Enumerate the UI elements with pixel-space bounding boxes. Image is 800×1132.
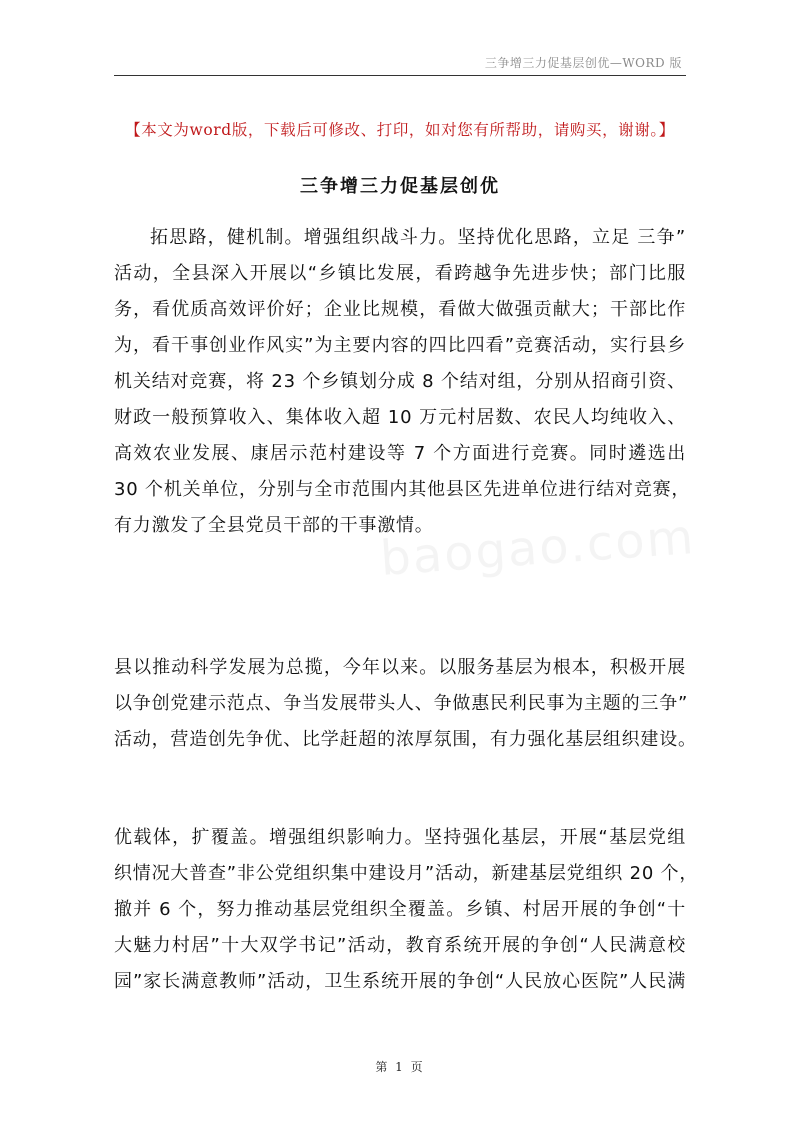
paragraph-line: 优载体，扩覆盖。增强组织影响力。坚持强化基层，开展“基层党组 [114, 827, 686, 848]
header-divider [114, 75, 686, 76]
paragraph-3 [114, 820, 699, 1000]
paragraph-1 [114, 220, 691, 544]
paragraph-line: 有力激发了全县党员干部的干事激情。 [114, 515, 434, 536]
paragraph-line: 撤并 6 个，努力推动基层党组织全覆盖。乡镇、村居开展的争创“十 [114, 899, 686, 920]
paragraph-line: 大魅力村居”十大双学书记”活动，教育系统开展的争创“人民满意校 [114, 935, 686, 956]
paragraph-line: 织情况大普查”非公党组织集中建设月”活动，新建基层党组织 20 个， [114, 863, 699, 884]
paragraph-line: 为，看干事创业作风实”为主要内容的四比四看”竞赛活动，实行县乡 [114, 335, 686, 356]
paragraph-line: 园”家长满意教师”活动，卫生系统开展的争创“人民放心医院”人民满 [114, 971, 686, 992]
paragraph-line: 活动，全县深入开展以“乡镇比发展，看跨越争先进步快；部门比服 [114, 263, 686, 284]
running-header: 三争增三力促基层创优—WORD 版 [484, 56, 682, 70]
paragraph-line: 县以推动科学发展为总揽，今年以来。以服务基层为根本，积极开展 [114, 657, 686, 678]
document-title: 三争增三力促基层创优 [300, 176, 500, 197]
paragraph-line: 机关结对竞赛，将 23 个乡镇划分成 8 个结对组，分别从招商引资、 [114, 371, 686, 392]
paragraph-line: 拓思路，健机制。增强组织战斗力。坚持优化思路，立足 三争” [150, 227, 686, 248]
download-notice: 【本文为word版，下载后可修改、打印，如对您有所帮助，请购买，谢谢。】 [125, 121, 675, 139]
paragraph-line: 务，看优质高效评价好；企业比规模，看做大做强贡献大；干部比作 [114, 299, 686, 320]
paragraph-line: 活动，营造创先争优、比学赶超的浓厚氛围，有力强化基层组织建设。 [114, 729, 697, 750]
paragraph-line: 30 个机关单位，分别与全市范围内其他县区先进单位进行结对竞赛， [114, 479, 691, 500]
paragraph-line: 高效农业发展、康居示范村建设等 7 个方面进行竞赛。同时遴选出 [114, 443, 686, 464]
paragraph-line: 财政一般预算收入、集体收入超 10 万元村居数、农民人均纯收入、 [114, 407, 686, 428]
page-number: 第 1 页 [375, 1060, 425, 1074]
paragraph-2 [114, 650, 697, 758]
paragraph-line: 以争创党建示范点、争当发展带头人、争做惠民利民事为主题的三争” [114, 693, 689, 714]
